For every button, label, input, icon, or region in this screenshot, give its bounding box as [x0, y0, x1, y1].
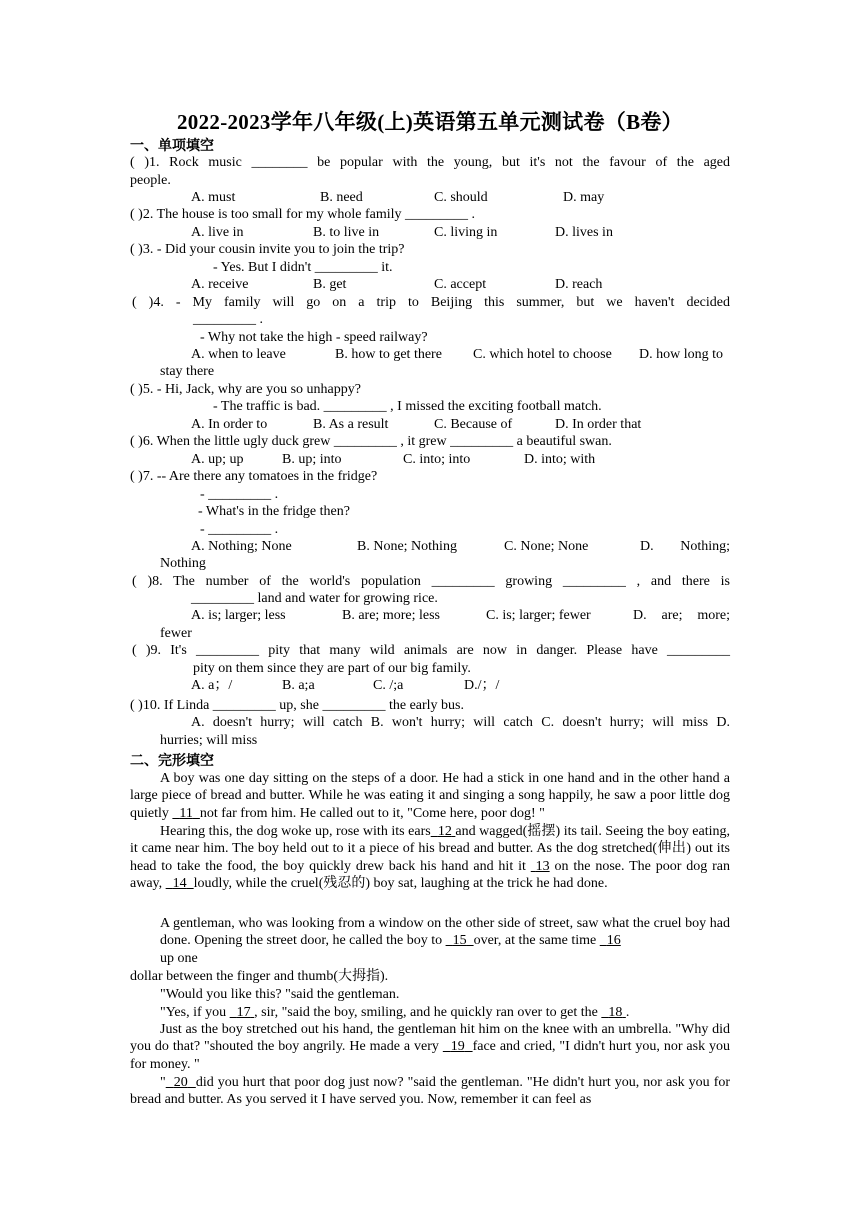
- question-1-stem-cont: people.: [130, 173, 171, 188]
- cloze-text: over, at the same time: [473, 933, 597, 949]
- blank-11: 11: [179, 805, 193, 821]
- question-7-option-b: B. None; Nothing: [357, 539, 457, 554]
- question-7-option-d-cont: Nothing: [160, 556, 206, 571]
- blank-14: 14: [172, 876, 187, 892]
- section-heading-single-choice: 一、单项填空: [130, 138, 214, 154]
- cloze-text: up one: [160, 950, 198, 966]
- cloze-text: not far from him. He called out to it, "Come here, poor dog! ": [199, 805, 545, 821]
- question-5-option-a: A. In order to: [191, 417, 268, 432]
- page-title: 2022-2023学年八年级(上)英语第五单元测试卷（B卷）: [177, 110, 683, 134]
- question-6-option-a: A. up; up: [191, 452, 244, 467]
- question-2-option-a: A. live in: [191, 225, 244, 240]
- question-5-option-c: C. Because of: [434, 417, 513, 432]
- question-3-stem-cont: - Yes. But I didn't _________ it.: [213, 260, 393, 275]
- cloze-paragraph-5: "Yes, if you 17 , sir, "said the boy, smiling, and he quickly ran over to get the 18 .: [160, 1005, 630, 1020]
- cloze-text: A boy was one day sitting on the steps of a door. He had a stick in one hand and in the other hand a large piece of bread and butter. While he was eating it and singing a song happily, he saw a poor little dog quietly: [130, 771, 730, 821]
- section-heading-cloze: 二、完形填空: [130, 753, 214, 769]
- question-8-option-d-cont: fewer: [160, 626, 192, 641]
- question-9-option-c: C. /;a: [373, 678, 404, 693]
- question-5-option-b: B. As a result: [313, 417, 389, 432]
- question-7-answer-1: - _________ .: [200, 487, 279, 502]
- cloze-text: did you hurt that poor dog just now? "said the gentleman. "He didn't hurt you, nor ask you for bread and butter. As you served it I have served you. Now, remember it can feel as: [130, 1075, 731, 1108]
- question-2-option-b: B. to live in: [313, 225, 380, 240]
- blank-18: 18: [608, 1005, 623, 1020]
- blank-13: 13: [535, 858, 550, 874]
- cloze-paragraph-1: [130, 770, 730, 822]
- question-9-option-a: A. a；/: [191, 678, 233, 693]
- question-4-option-a: A. when to leave: [191, 347, 286, 362]
- question-10-options: A. doesn't hurry; will catch B. won't hurry; will catch C. doesn't hurry; will miss D.: [191, 715, 730, 730]
- cloze-paragraph-4: "Would you like this? "said the gentleman.: [160, 987, 400, 1002]
- question-1-stem: ( )1. Rock music ________ be popular with the young, but it's not the favour of the aged: [130, 155, 730, 170]
- question-2-option-c: C. living in: [434, 225, 498, 240]
- cloze-paragraph-7: " 20 did you hurt that poor dog just now? "said the gentleman. "He didn't hurt you, nor ask you for bread and butter. As you served it I have served you. Now, remember it can feel as: [130, 1075, 731, 1108]
- question-6-stem: ( )6. When the little ugly duck grew _________ , it grew _________ a beautiful swan.: [130, 434, 612, 449]
- cloze-text: Hearing this, the dog woke up, rose with its ears: [160, 824, 431, 839]
- question-8-option-c: C. is; larger; fewer: [486, 608, 591, 623]
- cloze-text: "Yes, if you: [160, 1005, 227, 1020]
- cloze-text: , sir, "said the boy, smiling, and he quickly ran over to get the: [254, 1005, 598, 1020]
- cloze-paragraph-3: [160, 915, 730, 967]
- question-9-option-d: D./；/: [464, 678, 500, 693]
- cloze-text: face and cried, "I didn't hurt you, nor ask you for money. ": [130, 1039, 731, 1072]
- question-4-stem: ( )4. - My family will go on a trip to Beijing this summer, but we haven't decided: [132, 295, 730, 310]
- question-7-stem: ( )7. -- Are there any tomatoes in the fridge?: [130, 469, 378, 484]
- blank-19: 19: [450, 1039, 465, 1055]
- question-7-option-a: A. Nothing; None: [191, 539, 292, 554]
- question-3-option-d: D. reach: [555, 277, 603, 292]
- question-5-stem-cont: - The traffic is bad. _________ , I missed the exciting football match.: [213, 399, 602, 414]
- question-4-option-d-cont: stay there: [160, 364, 215, 379]
- question-8-stem-cont: _________ land and water for growing rice.: [191, 591, 438, 606]
- question-9-option-b: B. a;a: [282, 678, 315, 693]
- cloze-paragraph-2: [130, 823, 730, 893]
- question-7-followup: - What's in the fridge then?: [198, 504, 350, 519]
- question-10-stem: ( )10. If Linda _________ up, she _________ the early bus.: [130, 698, 464, 713]
- question-1-option-c: C. should: [434, 190, 488, 205]
- question-3-option-c: C. accept: [434, 277, 487, 292]
- question-7-answer-2: - _________ .: [200, 522, 279, 537]
- question-1-option-a: A. must: [191, 190, 236, 205]
- question-6-option-b: B. up; into: [282, 452, 342, 467]
- question-4-option-c: C. which hotel to choose: [473, 347, 612, 362]
- blank-16: 16: [606, 933, 621, 949]
- question-4-option-d: D. how long to: [639, 347, 723, 362]
- question-10-options-cont: hurries; will miss: [160, 733, 258, 748]
- question-6-option-c: C. into; into: [403, 452, 471, 467]
- question-5-option-d: D. In order that: [555, 417, 642, 432]
- cloze-paragraph-6: [130, 1021, 730, 1073]
- blank-17: 17: [236, 1005, 251, 1020]
- cloze-paragraph-3-cont: dollar between the finger and thumb(大拇指).: [130, 969, 389, 984]
- question-8-option-a: A. is; larger; less: [191, 608, 286, 623]
- cloze-text: Just as the boy stretched out his hand, the gentleman hit him on the knee with an umbrella. "Why did you do that? "shouted the boy angrily. He made a very: [130, 1022, 730, 1055]
- question-8-stem: ( )8. The number of the world's population _________ growing _________ , and there is: [132, 574, 730, 589]
- cloze-text: and wagged(摇摆) its tail. Seeing the boy eating, it came near him. The boy held out to it a piece of his bread and butter. As the dog stretched(伸出) out its head to take the food, the boy quickly drew back his hand and hit it: [130, 824, 731, 874]
- question-1-option-b: B. need: [320, 190, 363, 205]
- question-5-stem: ( )5. - Hi, Jack, why are you so unhappy?: [130, 382, 361, 397]
- question-8-option-d: D. are; more;: [633, 608, 730, 623]
- cloze-text: A gentleman, who was looking from a window on the other side of street, saw what the cruel boy had done. Opening the street door, he called the boy to: [160, 916, 730, 949]
- question-8-option-b: B. are; more; less: [342, 608, 440, 623]
- blank-12: 12: [437, 824, 452, 839]
- question-1-option-d: D. may: [563, 190, 605, 205]
- question-2-stem: ( )2. The house is too small for my whole family _________ .: [130, 207, 476, 222]
- blank-15: 15: [452, 933, 467, 949]
- question-2-option-d: D. lives in: [555, 225, 613, 240]
- question-9-stem: ( )9. It's _________ pity that many wild animals are now in danger. Please have _________: [132, 643, 730, 658]
- question-3-option-a: A. receive: [191, 277, 249, 292]
- question-6-option-d: D. into; with: [524, 452, 596, 467]
- question-3-stem: ( )3. - Did your cousin invite you to join the trip?: [130, 242, 405, 257]
- cloze-text: on the nose. The poor dog ran away,: [130, 858, 731, 892]
- blank-20: 20: [173, 1075, 188, 1090]
- question-9-stem-cont: pity on them since they are part of our big family.: [193, 661, 471, 676]
- question-4-stem-cont: _________ .: [193, 312, 263, 327]
- question-4-reply: - Why not take the high - speed railway?: [200, 330, 428, 345]
- question-3-option-b: B. get: [313, 277, 347, 292]
- cloze-text: loudly, while the cruel(残忍的) boy sat, laughing at the trick he had done.: [193, 876, 608, 892]
- question-7-option-d: D. Nothing;: [640, 539, 730, 554]
- question-7-option-c: C. None; None: [504, 539, 589, 554]
- question-4-option-b: B. how to get there: [335, 347, 442, 362]
